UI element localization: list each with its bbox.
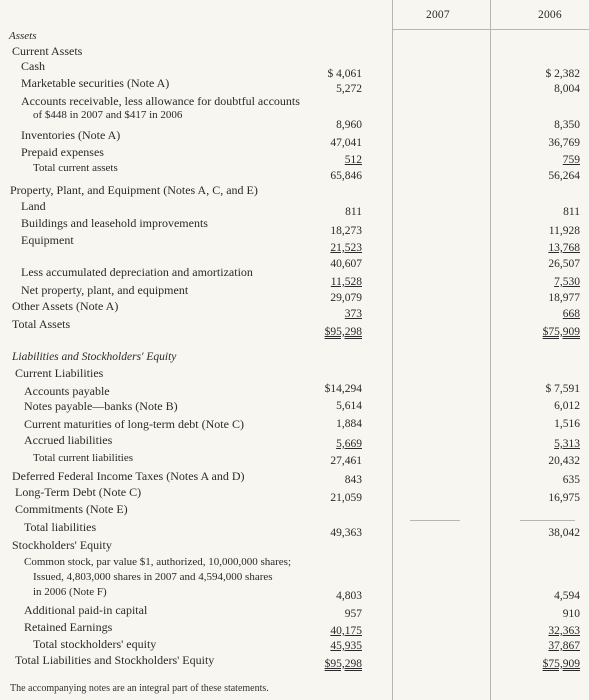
value-2006: 16,975: [548, 492, 580, 504]
value-2006: 36,769: [548, 137, 580, 149]
row-label: in 2006 (Note F): [33, 586, 107, 598]
value-2006: 668: [562, 308, 580, 320]
section-heading-liabilities: [0, 349, 589, 365]
value-2007: 843: [344, 474, 362, 486]
row-label: Stockholders' Equity: [12, 538, 112, 552]
row-label: Less accumulated depreciation and amortization: [21, 265, 253, 279]
value-2006: 32,363: [548, 625, 580, 637]
value-2006: 6,012: [554, 400, 580, 412]
value-2006: 20,432: [548, 455, 580, 467]
row-label: Issued, 4,803,000 shares in 2007 and 4,594,000 shares: [33, 571, 273, 583]
value-2006: 13,768: [548, 242, 580, 254]
value-2007: 811: [345, 206, 362, 218]
row-label: Total current assets: [33, 162, 118, 174]
row-label: Common stock, par value $1, authorized, 10,000,000 shares;: [24, 556, 292, 568]
value-2006: 8,350: [554, 119, 580, 131]
value-2006: 38,042: [548, 527, 580, 539]
value-2007: 45,935: [330, 640, 362, 652]
value-2007: 49,363: [330, 527, 362, 539]
row-label: Deferred Federal Income Taxes (Notes A and D): [12, 469, 245, 483]
row-label: Current Liabilities: [15, 366, 104, 380]
value-2007: 21,523: [330, 242, 362, 254]
table-row: [0, 383, 589, 399]
value-2007: 512: [344, 154, 362, 166]
table-row: [0, 652, 589, 668]
row-label: Accounts receivable, less allowance for doubtful accounts: [21, 94, 300, 108]
table-row: [0, 450, 589, 466]
row-label: Long-Term Debt (Note C): [15, 485, 142, 499]
row-label: Marketable securities (Note A): [21, 76, 170, 90]
table-row: [0, 468, 589, 484]
value-2006: 37,867: [548, 640, 580, 652]
value-2006: 811: [563, 206, 580, 218]
value-2006: 759: [562, 154, 580, 166]
value-2006: $75,909: [542, 326, 580, 338]
table-row: [0, 198, 589, 218]
value-2007: 18,273: [330, 225, 362, 237]
table-row: [0, 537, 589, 553]
subtotal-2007: 40,607: [330, 258, 362, 270]
value-2006: 635: [562, 474, 580, 486]
row-label: Total Liabilities and Stockholders' Equity: [15, 653, 215, 667]
table-row: [0, 75, 589, 95]
row-label: Buildings and leasehold improvements: [21, 216, 208, 230]
row-label: Commitments (Note E): [15, 502, 128, 516]
value-2006: 5,313: [554, 438, 580, 450]
value-2007: 47,041: [330, 137, 362, 149]
row-label: Accrued liabilities: [24, 433, 113, 447]
value-2006: 8,004: [554, 83, 580, 95]
value-2007: 8,960: [336, 119, 362, 131]
value-2006: $ 2,382: [545, 68, 580, 80]
table-row: [0, 215, 589, 237]
row-label: Total Assets: [12, 317, 71, 331]
table-row: [0, 569, 589, 585]
table-row: [0, 365, 589, 381]
value-2006: $ 7,591: [545, 383, 580, 395]
table-row: [0, 636, 589, 652]
value-2007: 4,803: [336, 590, 362, 602]
value-2006: 910: [562, 608, 580, 620]
value-2006: 11,928: [548, 225, 580, 237]
table-row: [0, 484, 589, 504]
table-row: [0, 58, 589, 80]
value-2006: 7,530: [554, 276, 580, 288]
column-header-2006: 2006: [538, 9, 562, 21]
row-label: Total current liabilities: [33, 452, 134, 464]
value-2006: 18,977: [548, 292, 580, 304]
row-label: Other Assets (Note A): [12, 299, 119, 313]
value-2007: 5,272: [336, 83, 362, 95]
row-label: Additional paid-in capital: [24, 603, 148, 617]
row-label: Equipment: [21, 233, 74, 247]
value-2007: 65,846: [330, 170, 362, 182]
value-2007: 29,079: [330, 292, 362, 304]
value-2007: 1,884: [336, 418, 362, 430]
table-row: [0, 416, 589, 432]
row-label: Current maturities of long-term debt (Note C): [24, 417, 244, 431]
table-row: [0, 316, 589, 338]
value-2007: 27,461: [330, 455, 362, 467]
value-2007: 11,528: [330, 276, 362, 288]
table-row: [0, 282, 589, 304]
value-2007: 5,669: [336, 438, 362, 450]
row-label: Cash: [21, 59, 45, 73]
value-2006: 4,594: [554, 590, 580, 602]
value-2007: 5,614: [336, 400, 362, 412]
table-row: [0, 182, 589, 198]
subtotal-2006: 26,507: [548, 258, 580, 270]
row-label: Property, Plant, and Equipment (Notes A, C, and E): [10, 183, 258, 197]
table-row: [0, 432, 589, 448]
row-label: Land: [21, 199, 46, 213]
row-label: Total stockholders' equity: [33, 637, 157, 651]
value-2007: $ 4,061: [327, 68, 362, 80]
table-row: [0, 160, 589, 182]
row-label: Notes payable—banks (Note B): [24, 399, 178, 413]
table-row: [0, 398, 589, 414]
value-2006: $75,909: [542, 658, 580, 670]
row-label: Assets: [9, 30, 37, 42]
table-row: [0, 519, 589, 539]
table-row: [0, 554, 589, 570]
table-row: [0, 43, 589, 59]
row-label: Current Assets: [12, 44, 83, 58]
row-label: Total liabilities: [24, 520, 97, 534]
value-2006: 1,516: [554, 418, 580, 430]
row-label: Retained Earnings: [24, 620, 113, 634]
table-row: [0, 232, 589, 254]
table-row: [0, 501, 589, 517]
table-row: [0, 619, 589, 635]
table-row: [0, 584, 589, 600]
value-2007: $14,294: [324, 383, 362, 395]
value-2007: 21,059: [330, 492, 362, 504]
value-2007: 373: [344, 308, 362, 320]
row-label: Accounts payable: [24, 384, 110, 398]
row-label: Inventories (Note A): [21, 128, 121, 142]
value-2007: $95,298: [324, 658, 362, 670]
footnote: The accompanying notes are an integral part of these statements.: [10, 683, 269, 694]
table-row: [0, 602, 589, 618]
table-row: [0, 107, 589, 131]
value-2007: $95,298: [324, 326, 362, 338]
row-label: Net property, plant, and equipment: [21, 283, 189, 297]
table-row: [0, 144, 589, 166]
section-heading-assets: [0, 28, 589, 44]
row-label: Prepaid expenses: [21, 145, 104, 159]
row-label: Liabilities and Stockholders' Equity: [12, 351, 177, 363]
table-row: [0, 264, 589, 288]
column-header-2007: 2007: [426, 9, 450, 21]
value-2007: 40,175: [330, 625, 362, 637]
value-2007: 957: [344, 608, 362, 620]
table-row: [0, 298, 589, 320]
row-label: of $448 in 2007 and $417 in 2006: [33, 109, 183, 121]
value-2006: 56,264: [548, 170, 580, 182]
table-row: [0, 127, 589, 149]
